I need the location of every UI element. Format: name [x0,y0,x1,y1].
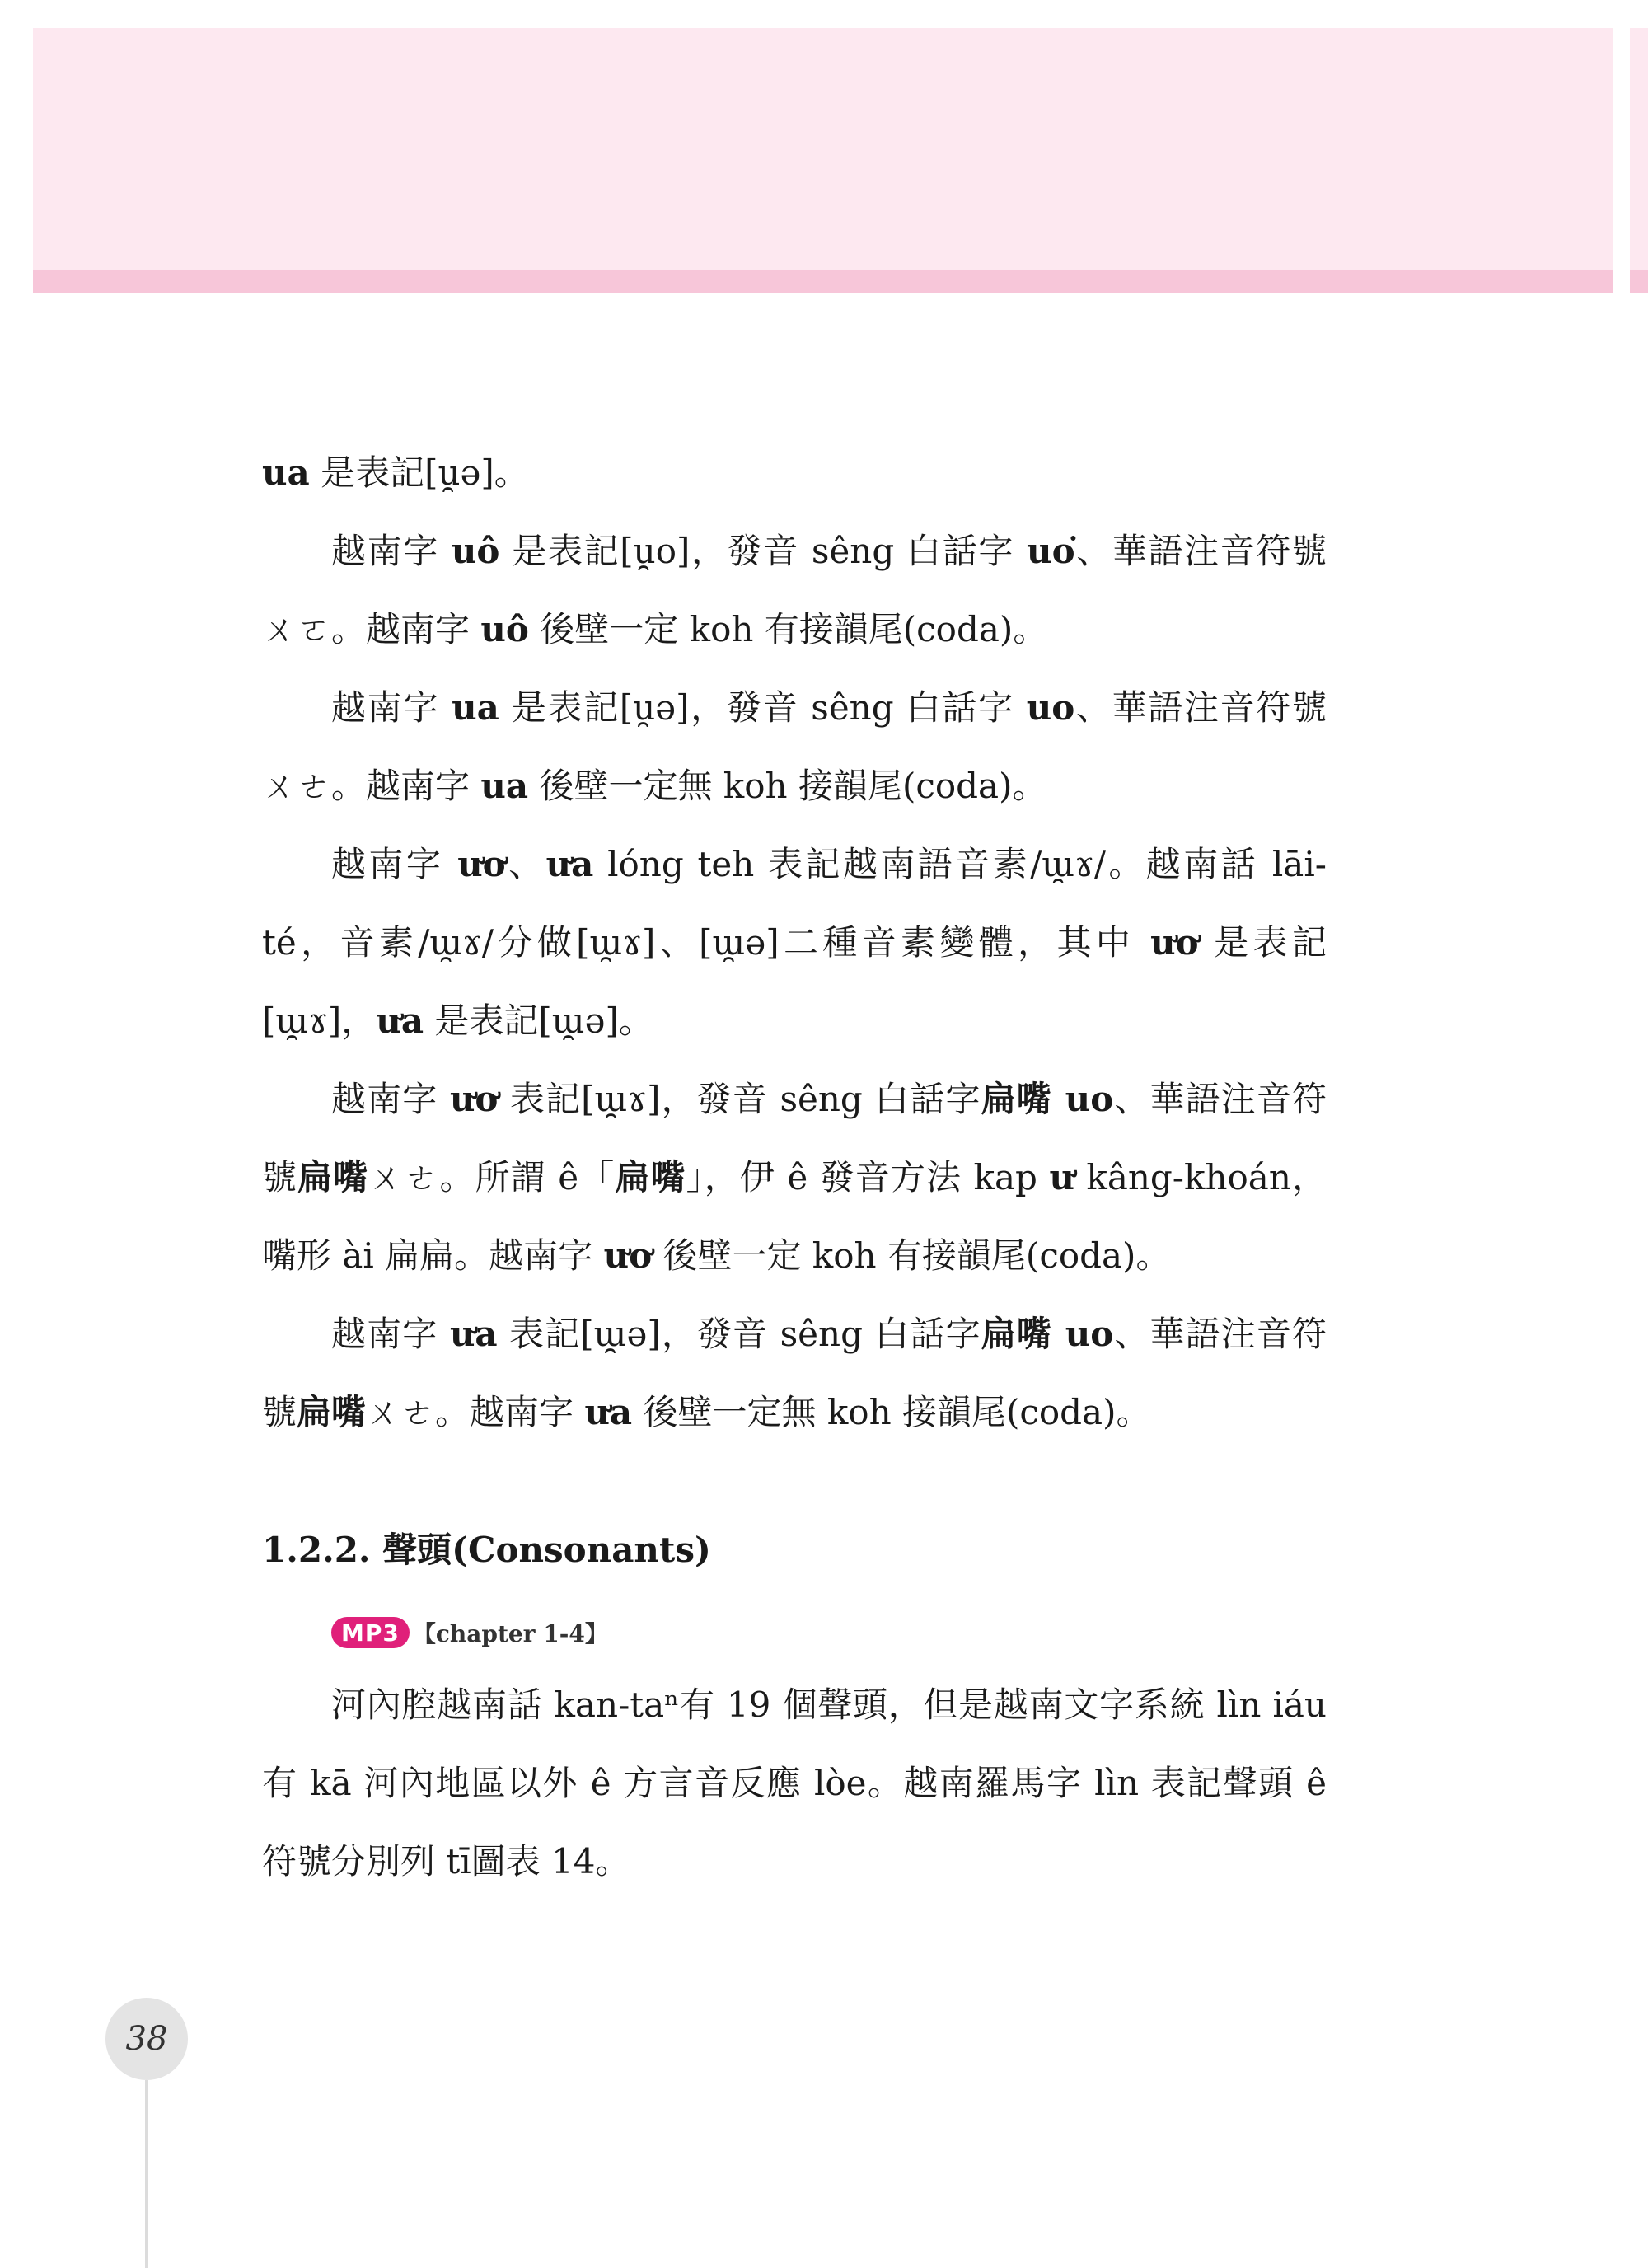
text-run: 越南字 [331,1314,450,1354]
bold-term: ư [1049,1157,1074,1197]
bold-term: 扁嘴 [615,1157,686,1197]
paragraph [262,1060,1327,1295]
page-content [262,433,1327,1900]
bold-term: ưa [545,844,594,884]
bold-term: ua [480,766,529,806]
bold-term: uo͘ [1027,531,1075,571]
mp3-icon: MP3 [331,1617,410,1648]
text-run: 是表記[u̯ə]，發音 sêng 白話字 [499,687,1027,728]
text-run: 表記[ɯ̯ɤ]，發音 sêng 白話字 [498,1079,981,1119]
text-run: ㄨㄜ。所謂 ê「 [368,1157,616,1197]
text-run: 是表記[ɯ̯ə]。 [424,1000,653,1041]
header-band [33,28,1613,272]
text-run: 後壁一定 koh 有接韻尾(coda)。 [652,1235,1171,1276]
text-run: 、華語注音符號ㄨㄜ。越南字 [262,687,1327,806]
chapter-tag: 【chapter 1-4】 [412,1620,608,1647]
edge-band [1630,28,1648,293]
paragraph [262,512,1327,668]
page-margin-line [145,2080,148,2268]
bold-term: ươ [457,844,506,884]
bold-term: 扁嘴 uo [981,1314,1114,1354]
text-run: 」，伊 ê 發音方法 kap [686,1157,1050,1197]
bold-term: ưa [584,1392,633,1432]
bold-term: uô [480,609,529,649]
text-run: 是表記[u̯ə]。 [309,452,529,493]
text-run: 是表記[ɯ̯ɤ]， [262,922,1327,1041]
page-number: 38 [105,1998,188,2080]
text-run: 、華語注音符號 [262,1314,1327,1432]
text-run: lóng teh 表記越南語音素/ɯ̯ɤ/。越南話 lāi-té，音素/ɯ̯ɤ/分做[ɯ̯ɤ]、[ɯ̯ə]二種音素變體，其中 [262,844,1327,963]
bold-term: ưa [376,1000,424,1041]
bold-term: ươ [1149,922,1199,963]
text-run: kâng-khoán，嘴形 ài 扁扁。越南字 [262,1157,1327,1276]
bold-term: 扁嘴 uo [981,1079,1114,1119]
paragraph [262,825,1327,1060]
text-run: 後壁一定無 koh 接韻尾(coda)。 [632,1392,1151,1432]
section-paragraph: 河內腔越南話 kan-taⁿ有 19 個聲頭，但是越南文字系統 lìn iáu 有 kā 河內地區以外 ê 方言音反應 lòe。越南羅馬字 lìn 表記聲頭 ê 符號分別列 tī圖表 14。 [262,1685,1327,1881]
body-paragraphs [262,433,1327,1451]
bold-term: ua [452,687,499,728]
text-run: 、華語注音符號ㄨㄛ。越南字 [262,531,1327,649]
paragraph [262,668,1327,825]
bold-term: uo [1026,687,1075,728]
bold-term: ươ [603,1235,653,1276]
text-run: 越南字 [331,1079,450,1119]
text-run: 、華語注音符號 [262,1079,1327,1197]
text-run: 是表記[u̯o]，發音 sêng 白話字 [499,531,1028,571]
paragraph [262,1295,1327,1451]
text-run: 後壁一定無 koh 接韻尾(coda)。 [528,766,1047,806]
text-run: 、 [505,844,546,884]
section-heading: 1.2.2. 聲頭(Consonants) [262,1530,711,1570]
audio-reference [331,1608,1327,1657]
bold-term: 扁嘴 [297,1157,369,1197]
text-run: 後壁一定 koh 有接韻尾(coda)。 [528,609,1048,649]
edge-stripe [1630,270,1648,293]
text-run: 表記[ɯ̯ə]，發音 sêng 白話字 [497,1314,981,1354]
bold-term: ưa [449,1314,498,1354]
text-run: 越南字 [331,531,452,571]
text-run: 越南字 [331,687,452,728]
header-stripe [33,270,1613,293]
text-run: 越南字 [331,844,458,884]
bold-term: ươ [449,1079,499,1119]
paragraph [262,433,1327,512]
bold-term: uô [451,531,500,571]
bold-term: 扁嘴 [297,1392,367,1432]
bold-term: ua [262,452,310,493]
text-run: ㄨㄜ。越南字 [366,1392,585,1432]
